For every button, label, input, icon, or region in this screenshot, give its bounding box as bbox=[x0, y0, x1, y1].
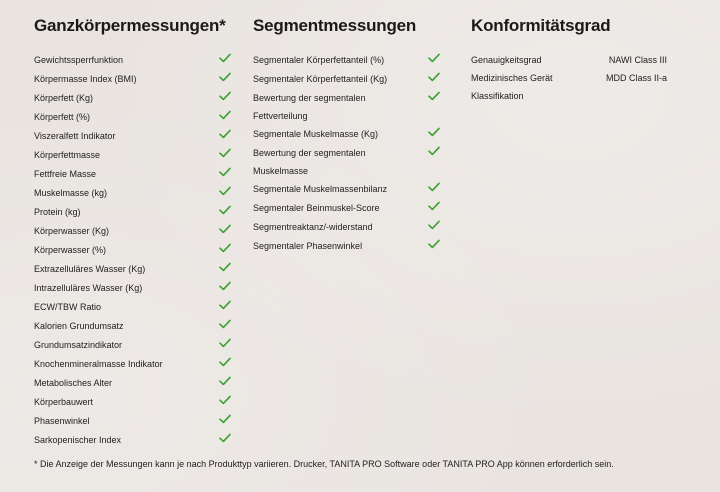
list-item-label: Körperfett (%) bbox=[34, 112, 91, 122]
list-item bbox=[34, 409, 234, 428]
check-icon bbox=[428, 201, 440, 211]
check-icon bbox=[219, 433, 231, 443]
list-item-label: Muskelmasse (kg) bbox=[34, 188, 108, 198]
check-icon bbox=[219, 319, 231, 329]
list-item-label: Segmentreaktanz/-widerstand bbox=[253, 222, 373, 232]
check-icon bbox=[219, 129, 231, 139]
check-icon bbox=[428, 239, 440, 249]
check-icon bbox=[219, 414, 231, 424]
check-icon bbox=[219, 281, 231, 291]
list-item bbox=[34, 295, 234, 314]
check-icon bbox=[428, 182, 440, 192]
list-item-label: Protein (kg) bbox=[34, 207, 81, 217]
check-icon bbox=[428, 53, 440, 63]
check-icon bbox=[428, 72, 440, 82]
check-icon bbox=[428, 220, 440, 230]
list-item bbox=[34, 257, 234, 276]
conformity-label: Medizinisches Gerät bbox=[471, 73, 553, 83]
list-item bbox=[253, 122, 443, 141]
segment-title: Segmentmessungen bbox=[253, 16, 417, 35]
list-item bbox=[34, 105, 234, 124]
list-item bbox=[34, 238, 234, 257]
check-icon bbox=[219, 91, 231, 101]
list-item-label: Intrazelluläres Wasser (Kg) bbox=[34, 283, 143, 293]
conformity-value: MDD Class II-a bbox=[605, 73, 667, 83]
list-item bbox=[34, 428, 234, 447]
whole-body-title: Ganzkörpermessungen* bbox=[34, 16, 226, 35]
list-item bbox=[253, 234, 443, 253]
list-item bbox=[34, 124, 234, 143]
list-item-label: Bewertung der segmentalen Fettverteilung bbox=[253, 93, 366, 121]
list-item-label: Extrazelluläres Wasser (Kg) bbox=[34, 264, 146, 274]
list-item-label: Phasenwinkel bbox=[34, 416, 90, 426]
check-icon bbox=[219, 224, 231, 234]
check-icon bbox=[219, 300, 231, 310]
list-item bbox=[253, 67, 443, 86]
list-item bbox=[34, 162, 234, 181]
list-item-label: Körpermasse Index (BMI) bbox=[34, 74, 137, 84]
list-item-label: Fettfreie Masse bbox=[34, 169, 97, 179]
check-icon bbox=[219, 167, 231, 177]
list-item bbox=[253, 86, 443, 122]
conformity-row bbox=[471, 84, 671, 102]
check-icon bbox=[428, 146, 440, 156]
list-item-label: Körperbauwert bbox=[34, 397, 94, 407]
check-icon bbox=[219, 376, 231, 386]
footnote: * Die Anzeige der Messungen kann je nach Produkttyp variieren. Drucker, TANITA PRO Software oder TANITA PRO App können erforderlich sein. bbox=[34, 459, 614, 469]
check-icon bbox=[428, 91, 440, 101]
check-icon bbox=[219, 110, 231, 120]
conformity-value: NAWI Class III bbox=[608, 55, 667, 65]
check-icon bbox=[219, 53, 231, 63]
list-item bbox=[34, 352, 234, 371]
list-item bbox=[34, 219, 234, 238]
list-item-label: Segmentale Muskelmassenbilanz bbox=[253, 184, 388, 194]
conformity-row bbox=[471, 66, 671, 84]
list-item bbox=[34, 143, 234, 162]
list-item bbox=[34, 390, 234, 409]
list-item-label: Metabolisches Alter bbox=[34, 378, 113, 388]
list-item-label: Gewichtssperrfunktion bbox=[34, 55, 124, 65]
list-item bbox=[34, 181, 234, 200]
check-icon bbox=[219, 148, 231, 158]
list-item bbox=[34, 333, 234, 352]
list-item bbox=[34, 200, 234, 219]
conformity-title: Konformitätsgrad bbox=[471, 16, 611, 35]
list-item bbox=[34, 86, 234, 105]
list-item bbox=[253, 141, 443, 177]
list-item-label: Segmentale Muskelmasse (Kg) bbox=[253, 129, 379, 139]
whole-body-list bbox=[34, 48, 234, 447]
check-icon bbox=[428, 127, 440, 137]
check-icon bbox=[219, 205, 231, 215]
list-item bbox=[253, 215, 443, 234]
list-item-label: Sarkopenischer Index bbox=[34, 435, 122, 445]
list-item-label: Körperfett (Kg) bbox=[34, 93, 94, 103]
list-item bbox=[34, 67, 234, 86]
list-item-label: Segmentaler Phasenwinkel bbox=[253, 241, 363, 251]
conformity-row bbox=[471, 48, 671, 66]
list-item-label: ECW/TBW Ratio bbox=[34, 302, 102, 312]
list-item-label: Knochenmineralmasse Indikator bbox=[34, 359, 163, 369]
list-item bbox=[253, 177, 443, 196]
list-item-label: Körperwasser (Kg) bbox=[34, 226, 110, 236]
check-icon bbox=[219, 262, 231, 272]
check-icon bbox=[219, 72, 231, 82]
check-icon bbox=[219, 395, 231, 405]
check-icon bbox=[219, 243, 231, 253]
list-item bbox=[34, 276, 234, 295]
list-item bbox=[253, 196, 443, 215]
list-item-label: Körperwasser (%) bbox=[34, 245, 107, 255]
conformity-label: Genauigkeitsgrad bbox=[471, 55, 542, 65]
list-item-label: Viszeralfett Indikator bbox=[34, 131, 116, 141]
list-item-label: Kalorien Grundumsatz bbox=[34, 321, 124, 331]
check-icon bbox=[219, 186, 231, 196]
check-icon bbox=[219, 357, 231, 367]
list-item bbox=[253, 48, 443, 67]
list-item-label: Körperfettmasse bbox=[34, 150, 101, 160]
segment-list bbox=[253, 48, 443, 253]
list-item-label: Segmentaler Körperfettanteil (Kg) bbox=[253, 74, 388, 84]
conformity-list bbox=[471, 48, 671, 102]
list-item bbox=[34, 314, 234, 333]
list-item-label: Segmentaler Körperfettanteil (%) bbox=[253, 55, 385, 65]
list-item-label: Segmentaler Beinmuskel-Score bbox=[253, 203, 380, 213]
conformity-label: Klassifikation bbox=[471, 91, 524, 101]
check-icon bbox=[219, 338, 231, 348]
list-item-label: Bewertung der segmentalen Muskelmasse bbox=[253, 148, 366, 176]
list-item bbox=[34, 371, 234, 390]
list-item bbox=[34, 48, 234, 67]
list-item-label: Grundumsatzindikator bbox=[34, 340, 123, 350]
